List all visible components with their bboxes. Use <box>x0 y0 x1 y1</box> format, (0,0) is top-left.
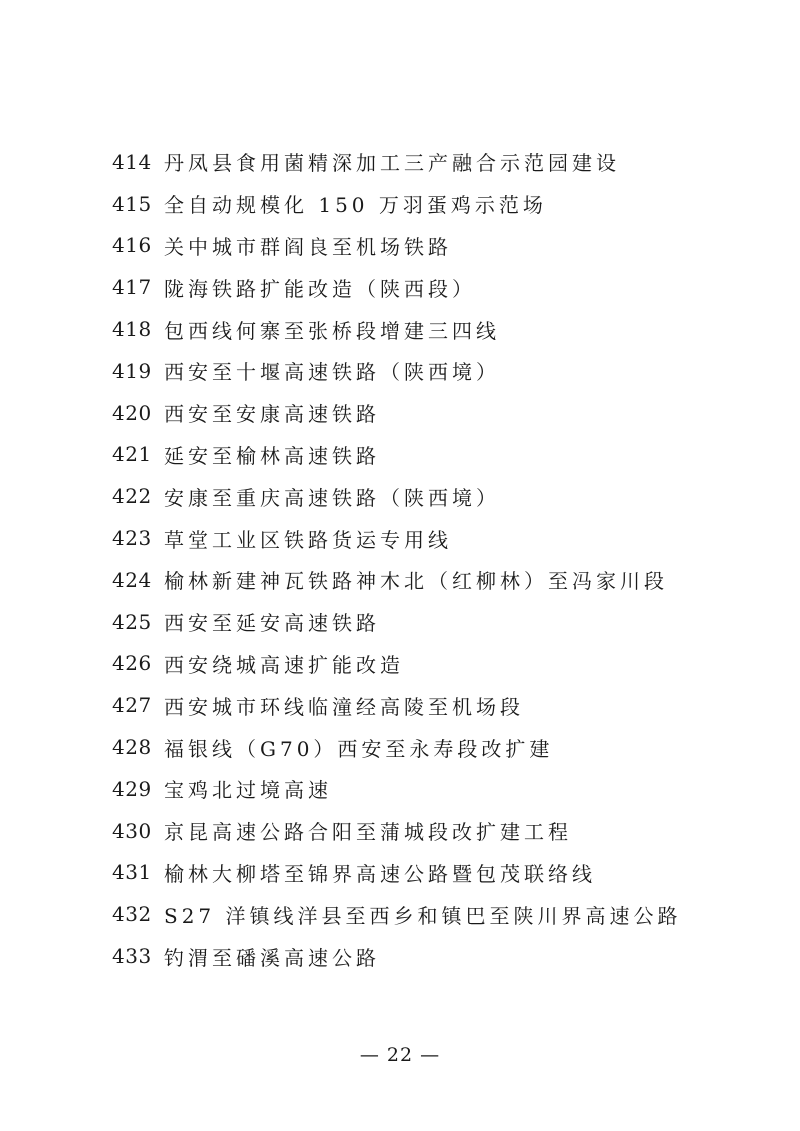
item-number: 414 <box>112 149 152 174</box>
list-item <box>112 726 752 768</box>
project-list <box>112 141 752 977</box>
item-number: 433 <box>112 944 152 969</box>
item-text: 京昆高速公路合阳至蒲城段改扩建工程 <box>164 820 572 845</box>
list-item <box>112 141 752 183</box>
item-number: 428 <box>112 735 152 760</box>
list-item <box>112 266 752 308</box>
list-item <box>112 225 752 267</box>
item-text: 榆林大柳塔至锦界高速公路暨包茂联络线 <box>164 861 596 886</box>
item-number: 418 <box>112 317 152 342</box>
list-item <box>112 935 752 977</box>
item-text: 榆林新建神瓦铁路神木北（红柳林）至冯家川段 <box>164 569 668 594</box>
item-number: 427 <box>112 693 152 718</box>
item-number: 424 <box>112 567 152 592</box>
list-item <box>112 643 752 685</box>
list-item <box>112 768 752 810</box>
item-number: 429 <box>112 776 152 801</box>
list-item <box>112 308 752 350</box>
list-item <box>112 475 752 517</box>
list-item <box>112 601 752 643</box>
list-item <box>112 183 752 225</box>
item-text: 全自动规模化 150 万羽蛋鸡示范场 <box>164 193 547 218</box>
list-item <box>112 517 752 559</box>
item-text: 福银线（G70）西安至永寿段改扩建 <box>164 736 554 761</box>
item-text: 西安至延安高速铁路 <box>164 611 380 636</box>
item-number: 423 <box>112 526 152 551</box>
list-item <box>112 392 752 434</box>
item-number: 425 <box>112 609 152 634</box>
item-text: 西安至十堰高速铁路（陕西境） <box>164 360 500 385</box>
item-text: 包西线何寨至张桥段增建三四线 <box>164 318 500 343</box>
item-text: 宝鸡北过境高速 <box>164 778 332 803</box>
item-text: 陇海铁路扩能改造（陕西段） <box>164 276 476 301</box>
list-item <box>112 810 752 852</box>
page-number: — 22 — <box>359 1044 441 1066</box>
item-number: 417 <box>112 275 152 300</box>
item-number: 419 <box>112 358 152 383</box>
item-number: 422 <box>112 484 152 509</box>
item-number: 426 <box>112 651 152 676</box>
list-item <box>112 684 752 726</box>
list-item <box>112 559 752 601</box>
list-item <box>112 893 752 935</box>
item-text: 西安至安康高速铁路 <box>164 402 380 427</box>
item-text: 关中城市群阎良至机场铁路 <box>164 234 452 259</box>
item-text: 丹凤县食用菌精深加工三产融合示范园建设 <box>164 151 620 176</box>
item-text: S27 洋镇线洋县至西乡和镇巴至陕川界高速公路 <box>164 903 682 928</box>
item-number: 432 <box>112 902 152 927</box>
item-number: 416 <box>112 233 152 258</box>
item-text: 安康至重庆高速铁路（陕西境） <box>164 485 500 510</box>
list-item <box>112 434 752 476</box>
item-number: 421 <box>112 442 152 467</box>
item-number: 430 <box>112 818 152 843</box>
item-text: 草堂工业区铁路货运专用线 <box>164 527 452 552</box>
item-text: 钓渭至磻溪高速公路 <box>164 945 380 970</box>
item-number: 431 <box>112 860 152 885</box>
item-text: 西安绕城高速扩能改造 <box>164 652 404 677</box>
item-text: 西安城市环线临潼经高陵至机场段 <box>164 694 524 719</box>
list-item <box>112 350 752 392</box>
item-text: 延安至榆林高速铁路 <box>164 443 380 468</box>
item-number: 415 <box>112 191 152 216</box>
list-item <box>112 852 752 894</box>
item-number: 420 <box>112 400 152 425</box>
